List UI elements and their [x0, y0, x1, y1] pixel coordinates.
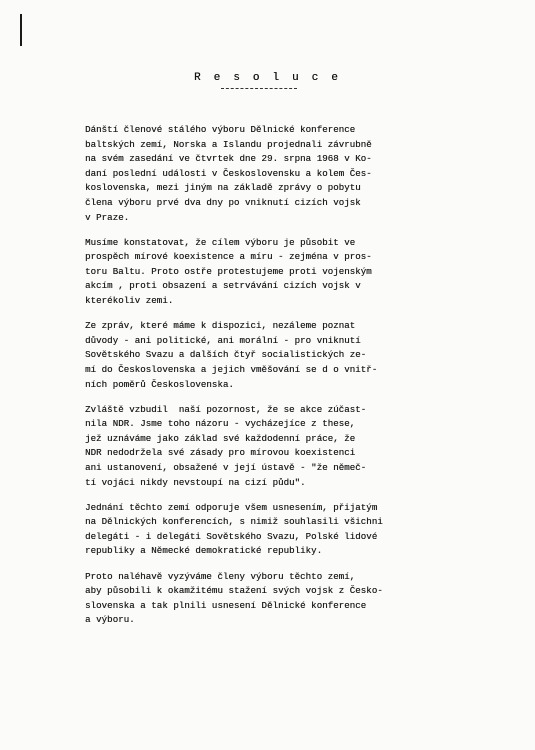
text-line: a výboru. [85, 614, 135, 626]
text-line: člena výboru prvé dva dny po vniknutí cizích vojsk [85, 196, 361, 208]
text-line: jež uznáváme jako základ své každodenní práce, že [85, 432, 356, 444]
text-line: Sovětského Svazu a dalších čtyř socialistických ze- [85, 349, 367, 361]
text-line: na Dělnických konferencích, s nimiž souhlasili všichni [85, 516, 383, 528]
text-line: Jednání těchto zemí odporuje všem usnesením, přijatým [85, 501, 378, 513]
text-line: Proto naléhavě vyzýváme členy výboru těchto zemí, [85, 570, 356, 582]
text-line: prospěch mírové koexistence a míru - zejména v pros- [85, 251, 372, 263]
text-line: Zvláště vzbudil naší pozornost, že se akce zúčast- [85, 403, 367, 415]
text-line: na svém zasedání ve čtvrtek dne 29. srpna 1968 v Ko- [85, 153, 372, 165]
paragraph [85, 123, 515, 225]
margin-mark [20, 14, 22, 46]
text-line: Ze zpráv, které máme k dispozici, nezáleme poznat [85, 320, 356, 332]
document-title: R e s o l u c e [193, 72, 342, 84]
text-line: aby působili k okamžitému stažení svých vojsk z Česko- [85, 585, 383, 597]
text-line: ních poměrů Československa. [85, 378, 234, 390]
text-line: tí vojáci nikdy nevstoupí na cizí půdu". [85, 476, 306, 488]
text-line: delegáti - i delegáti Sovětského Svazu, Polské lidové [85, 530, 378, 542]
text-line: baltských zemí, Norska a Islandu projednali závrubně [85, 138, 372, 150]
text-line: republiky a Německé demokratické republiky. [85, 545, 323, 557]
paragraph [85, 570, 515, 628]
paragraph [85, 236, 515, 309]
text-line: slovenska a tak plnili usnesení Dělnické konference [85, 599, 367, 611]
text-line: kterékoliv zemi. [85, 295, 174, 307]
text-line: toru Baltu. Proto ostře protestujeme proti vojenským [85, 265, 372, 277]
text-line: Dánští členové stálého výboru Dělnické konference [85, 124, 356, 135]
paragraph [85, 319, 515, 392]
text-line: daní poslední události v Československu a kolem Čes- [85, 167, 372, 179]
paragraph [85, 403, 515, 491]
resolution-body [85, 123, 515, 638]
title-underline [221, 88, 297, 89]
text-line: v Praze. [85, 211, 130, 223]
paragraph [85, 501, 515, 559]
text-line: ani ustanovení, obsažené v její ústavě - "že němeč- [85, 461, 367, 473]
text-line: mí do Československa a jejich vměšování se d o vnitř- [85, 363, 378, 375]
text-line: koslovenska, mezi jiným na základě zprávy o pobytu [85, 182, 361, 194]
text-line: akcím , proti obsazení a setrvávání cizích vojsk v [85, 280, 361, 292]
text-line: NDR nedodržela své zásady pro mírovou koexistenci [85, 447, 356, 459]
text-line: důvody - ani politické, ani morální - pro vniknutí [85, 334, 361, 346]
text-line: Musíme konstatovat, že cílem výboru je působit ve [85, 236, 356, 248]
text-line: nila NDR. Jsme toho názoru - vycházejíce z these, [85, 418, 356, 430]
